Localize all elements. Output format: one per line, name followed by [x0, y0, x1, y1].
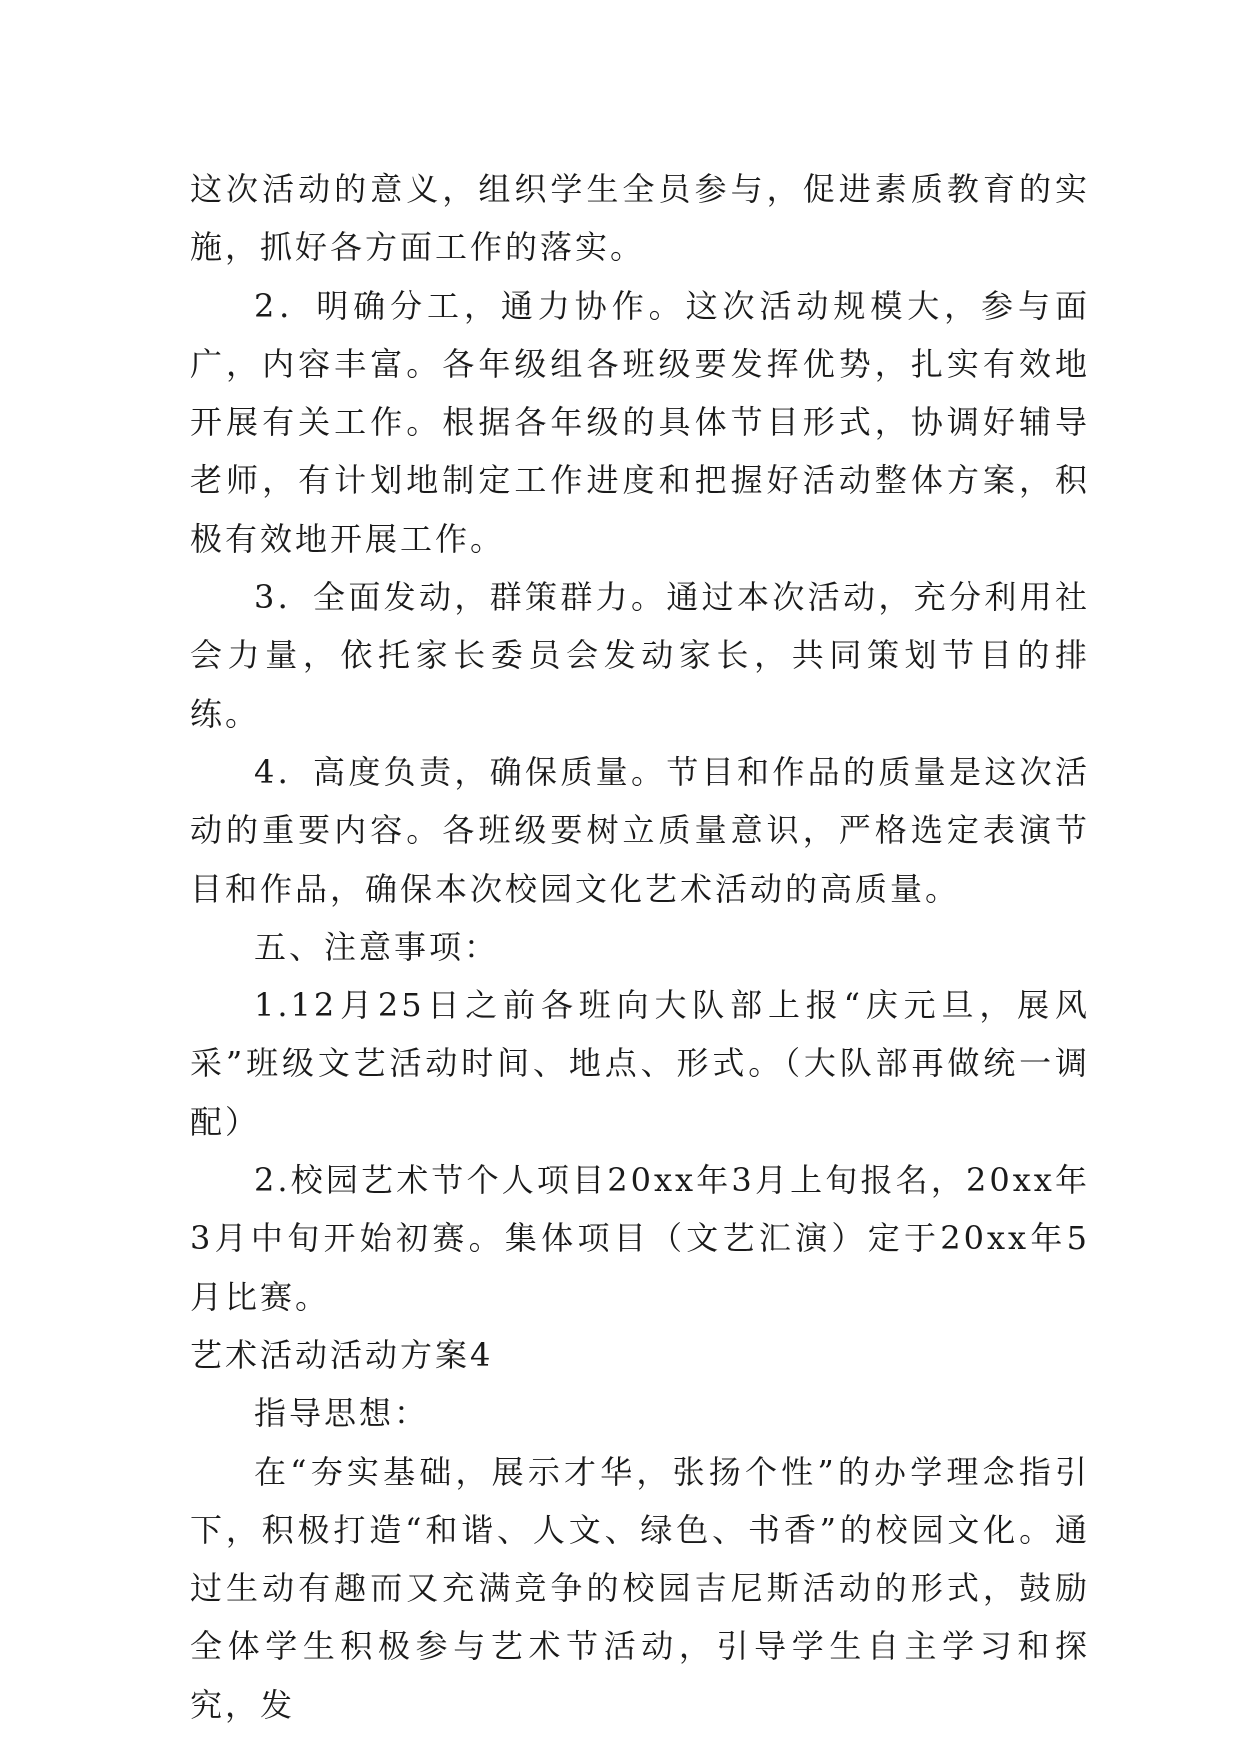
paragraph-item-4: 4．高度负责，确保质量。节目和作品的质量是这次活动的重要内容。各班级要树立质量意识，严格选定表演节目和作品，确保本次校园文化艺术活动的高质量。: [190, 752, 1090, 908]
paragraph-intro-continuation: 这次活动的意义，组织学生全员参与，促进素质教育的实施，抓好各方面工作的落实。: [190, 170, 1090, 267]
paragraph-guiding-thought: 在“夯实基础，展示才华，张扬个性”的办学理念指引下，积极打造“和谐、人文、绿色、书香”的校园文化。通过生动有趣而又充满竞争的校园吉尼斯活动的形式，鼓励全体学生积极参与艺术节活动，引导学生自主学习和探究，发: [190, 1452, 1090, 1724]
paragraph-item-2: 2．明确分工，通力协作。这次活动规模大，参与面广，内容丰富。各年级组各班级要发挥优势，扎实有效地开展有关工作。根据各年级的具体节目形式，协调好辅导老师，有计划地制定工作进度和把握好活动整体方案，积极有效地开展工作。: [190, 286, 1090, 558]
paragraph-item-3: 3．全面发动，群策群力。通过本次活动，充分利用社会力量，依托家长委员会发动家长，共同策划节目的排练。: [190, 578, 1090, 733]
paragraph-note-2: 2.校园艺术节个人项目20xx年3月上旬报名，20xx年3月中旬开始初赛。集体项目（文艺汇演）定于20xx年5月比赛。: [190, 1161, 1090, 1316]
document-body: [190, 160, 1090, 1734]
section-heading-guiding-thought: 指导思想：: [254, 1394, 430, 1433]
paragraph-note-1: 1.12月25日之前各班向大队部上报“庆元旦，展风采”班级文艺活动时间、地点、形式。（大队部再做统一调配）: [190, 986, 1090, 1141]
section-heading-notes: 五、注意事项：: [254, 927, 500, 966]
plan-title: 艺术活动活动方案4: [190, 1335, 494, 1374]
